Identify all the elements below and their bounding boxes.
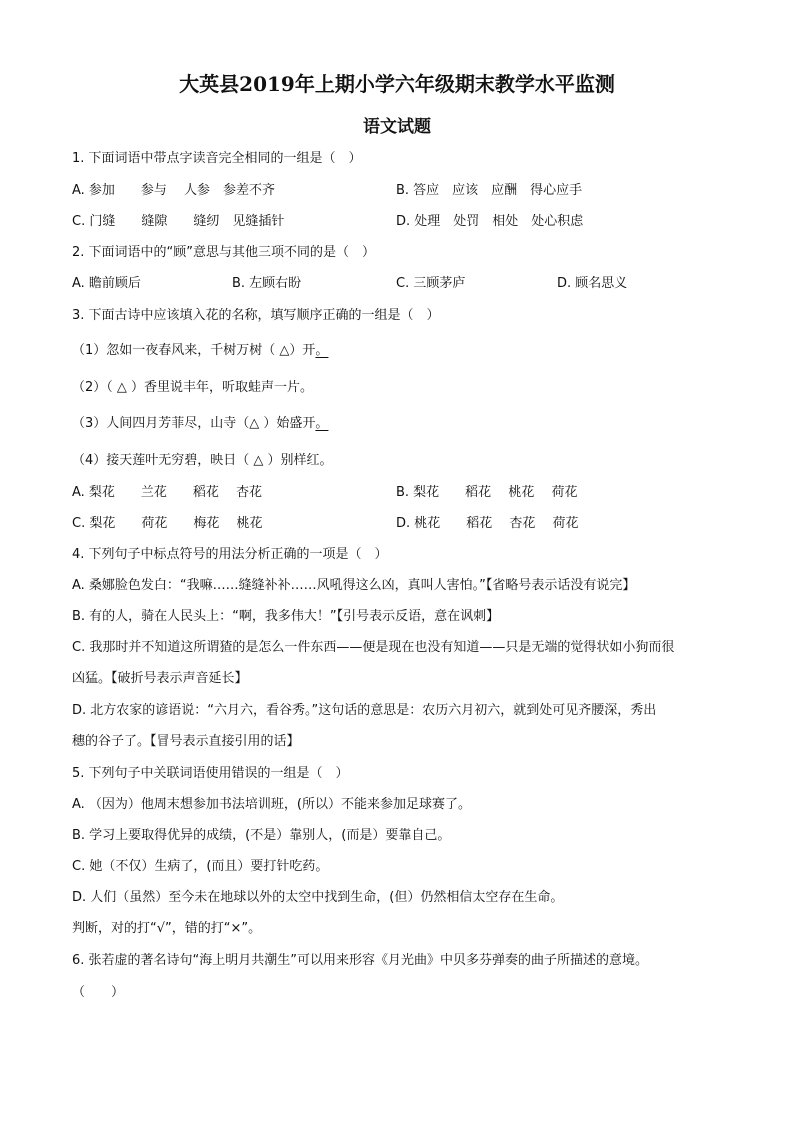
question-2-stem: 2. 下面词语中的“顾”意思与其他三项不同的是（ ） (72, 245, 376, 260)
question-2-option-a: A. 瞻前顾后 (72, 276, 141, 291)
question-3-option-a: A. 梨花 兰花 稻花 杏花 (72, 485, 263, 500)
question-5-option-c: C. 她（不仅）生病了，(而且）要打针吃药。 (72, 859, 329, 874)
question-4-option-c-line-2: 凶猛。【破折号表示声音延长】 (72, 671, 248, 686)
question-2-option-b: B. 左顾右盼 (232, 276, 302, 291)
question-1-option-d: D. 处理 处罚 相处 处心积虑 (396, 214, 584, 229)
question-3-poem-line-4: （4）接天莲叶无穷碧，映日（ △ ）别样红。 (72, 453, 333, 468)
judge-instruction: 判断，对的打“√”，错的打“×”。 (72, 921, 262, 936)
poem-line-3-tail: 。 (315, 416, 329, 431)
question-3-option-b: B. 梨花 稻花 桃花 荷花 (396, 485, 578, 500)
question-5-option-a: A. （因为）他周末想参加书法培训班，(所以）不能来参加足球赛了。 (72, 797, 472, 812)
exam-subtitle: 语文试题 (363, 117, 431, 137)
question-4-option-d-line-1: D. 北方农家的谚语说：“六月六，看谷秀。”这句话的意思是：农历六月初六，就到处可见齐腰深，秀出 (72, 703, 657, 718)
question-4-option-c-line-1: C. 我那时并不知道这所谓猹的是怎么一件东西——便是现在也没有知道——只是无端的觉得状如小狗而很 (72, 640, 675, 655)
question-3-option-c: C. 梨花 荷花 梅花 桃花 (72, 516, 263, 531)
question-1-option-c: C. 门缝 缝隙 缝纫 见缝插针 (72, 214, 285, 229)
poem-line-3-text: （3）人间四月芳菲尽，山寺（△ ）始盛开 (72, 416, 316, 431)
question-1-option-b: B. 答应 应该 应酬 得心应手 (396, 183, 583, 198)
question-5-option-b: B. 学习上要取得优异的成绩，(不是）靠别人，(而是）要靠自己。 (72, 828, 451, 843)
question-4-stem: 4. 下列句子中标点符号的用法分析正确的一项是（ ） (72, 547, 388, 562)
question-6-answer-blank: （ ） (72, 985, 125, 1000)
question-5-stem: 5. 下列句子中关联词语使用错误的一组是（ ） (72, 766, 349, 781)
poem-line-1-tail: 。 (315, 343, 329, 358)
poem-line-1-text: （1）忽如一夜春风来，千树万树（ △）开 (72, 343, 316, 358)
question-3-poem-line-2: （2）（ △ ）香里说丰年，听取蛙声一片。 (72, 380, 314, 395)
question-4-option-a: A. 桑娜脸色发白：“我嘛……缝缝补补……风吼得这么凶，真叫人害怕。”【省略号表示话没有说完】 (72, 578, 636, 593)
question-1-stem: 1. 下面词语中带点字读音完全相同的一组是（ ） (72, 151, 362, 166)
question-4-option-b: B. 有的人，骑在人民头上：“啊，我多伟大！”【引号表示反语，意在讽刺】 (72, 609, 500, 624)
question-2-option-c: C. 三顾茅庐 (396, 276, 466, 291)
question-4-option-d-line-2: 穗的谷子了。【冒号表示直接引用的话】 (72, 734, 300, 749)
question-1-option-a: A. 参加 参与 人参 参差不齐 (72, 183, 276, 198)
question-5-option-d: D. 人们（虽然）至今未在地球以外的太空中找到生命，(但）仍然相信太空存在生命。 (72, 890, 564, 905)
question-3-stem: 3. 下面古诗中应该填入花的名称，填写顺序正确的一组是（ ） (72, 308, 440, 323)
question-3-option-d: D. 桃花 稻花 杏花 荷花 (396, 516, 579, 531)
question-3-poem-line-1 (72, 341, 328, 361)
question-6-stem: 6. 张若虚的著名诗句“海上明月共潮生”可以用来形容《月光曲》中贝多芬弹奏的曲子所描述的意境。 (72, 953, 649, 968)
question-3-poem-line-3 (72, 414, 328, 434)
exam-title: 大英县2019年上期小学六年级期末教学水平监测 (179, 72, 615, 96)
question-2-option-d: D. 顾名思义 (557, 276, 628, 291)
